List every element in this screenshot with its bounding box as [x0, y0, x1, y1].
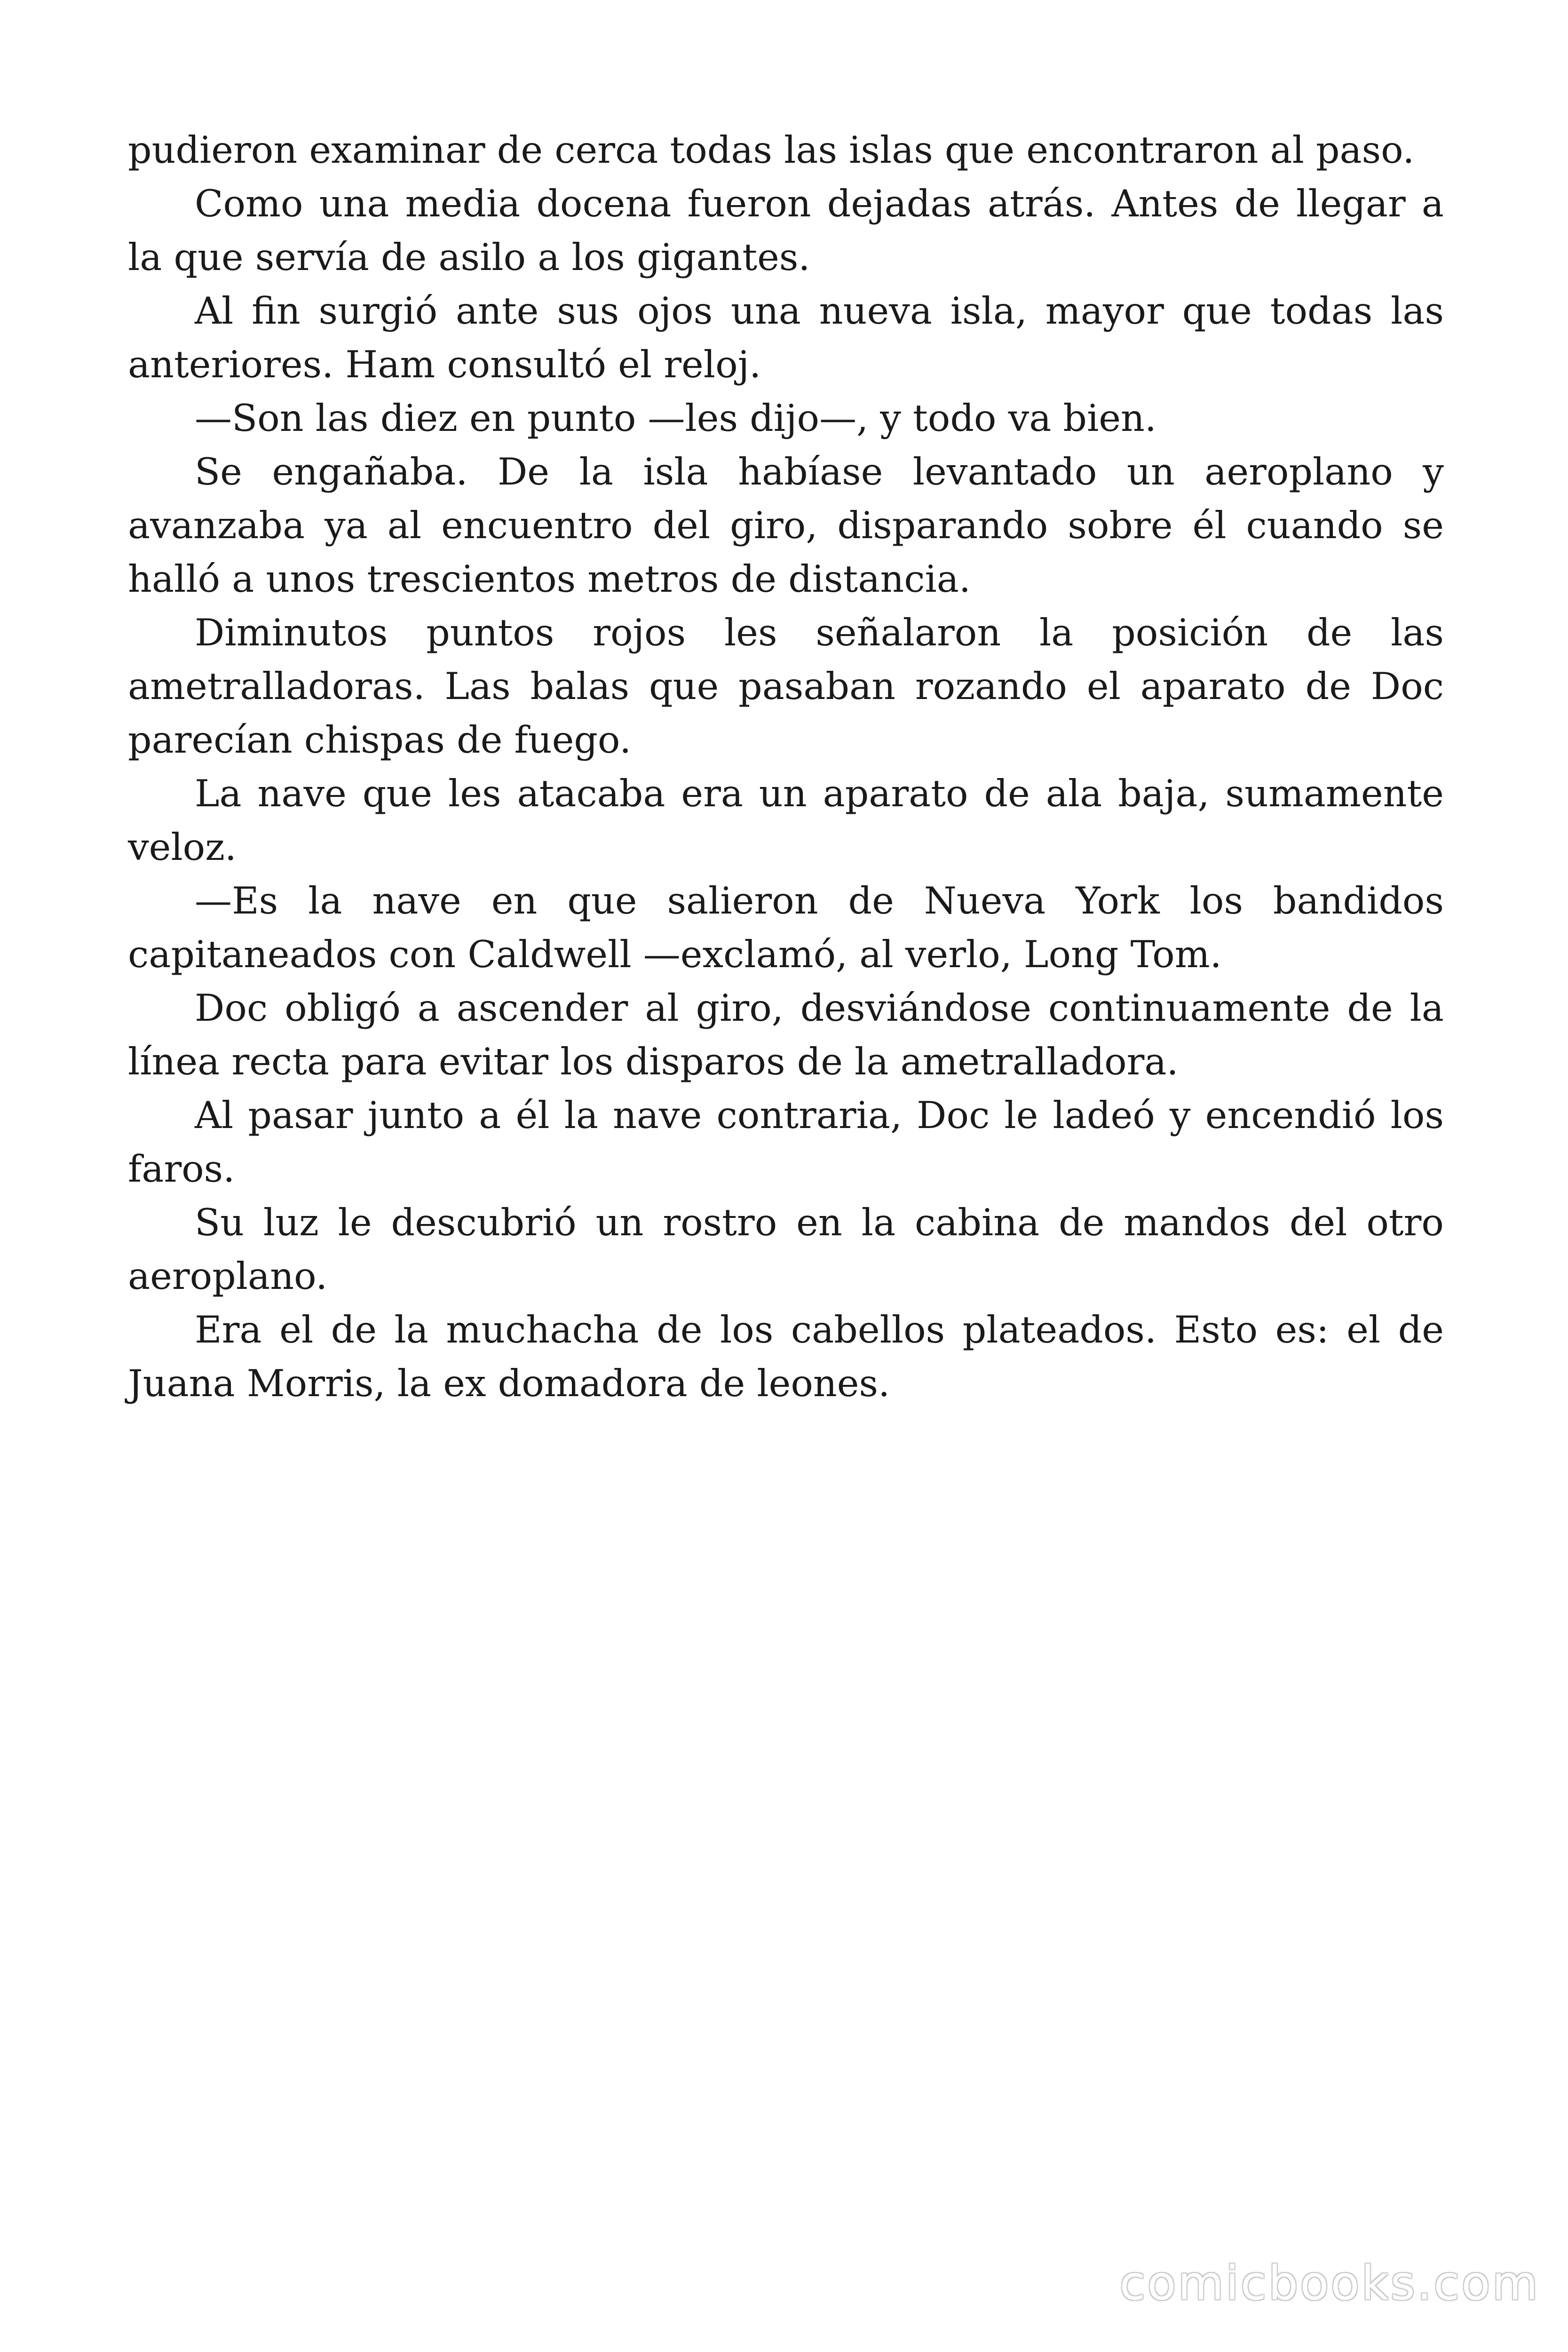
- watermark: comicbooks.com: [1119, 2256, 1540, 2311]
- paragraph: —Son las diez en punto —les dijo—, y todo va bien.: [195, 397, 1157, 440]
- paragraph: Al fin surgió ante sus ojos una nueva isla, mayor que todas las anteriores. Ham consultó el reloj.: [128, 289, 1444, 386]
- paragraph: Como una media docena fueron dejadas atrás. Antes de llegar a la que servía de asilo a los gigantes.: [128, 182, 1444, 279]
- paragraph: Al pasar junto a él la nave contraria, Doc le ladeó y encendió los faros.: [128, 1094, 1444, 1191]
- paragraph: Su luz le descubrió un rostro en la cabina de mandos del otro aeroplano.: [128, 1201, 1444, 1298]
- paragraph: Diminutos puntos rojos les señalaron la posición de las ametralladoras. Las balas que pasaban rozando el aparato de Doc parecían chispas de fuego.: [128, 611, 1444, 762]
- paragraph: Doc obligó a ascender al giro, desviándose continuamente de la línea recta para evitar los disparos de la ametralladora.: [128, 986, 1444, 1083]
- paragraph: La nave que les atacaba era un aparato de ala baja, sumamente veloz.: [128, 772, 1444, 869]
- paragraph: pudieron examinar de cerca todas las islas que encontraron al paso.: [128, 128, 1415, 172]
- paragraph: Era el de la muchacha de los cabellos plateados. Esto es: el de Juana Morris, la ex domadora de leones.: [128, 1308, 1444, 1405]
- page-body-text: [128, 123, 1444, 1410]
- paragraph: Se engañaba. De la isla habíase levantado un aeroplano y avanzaba ya al encuentro del giro, disparando sobre él cuando se halló a unos trescientos metros de distancia.: [128, 450, 1444, 601]
- paragraph: —Es la nave en que salieron de Nueva York los bandidos capitaneados con Caldwell —exclamó, al verlo, Long Tom.: [128, 879, 1444, 976]
